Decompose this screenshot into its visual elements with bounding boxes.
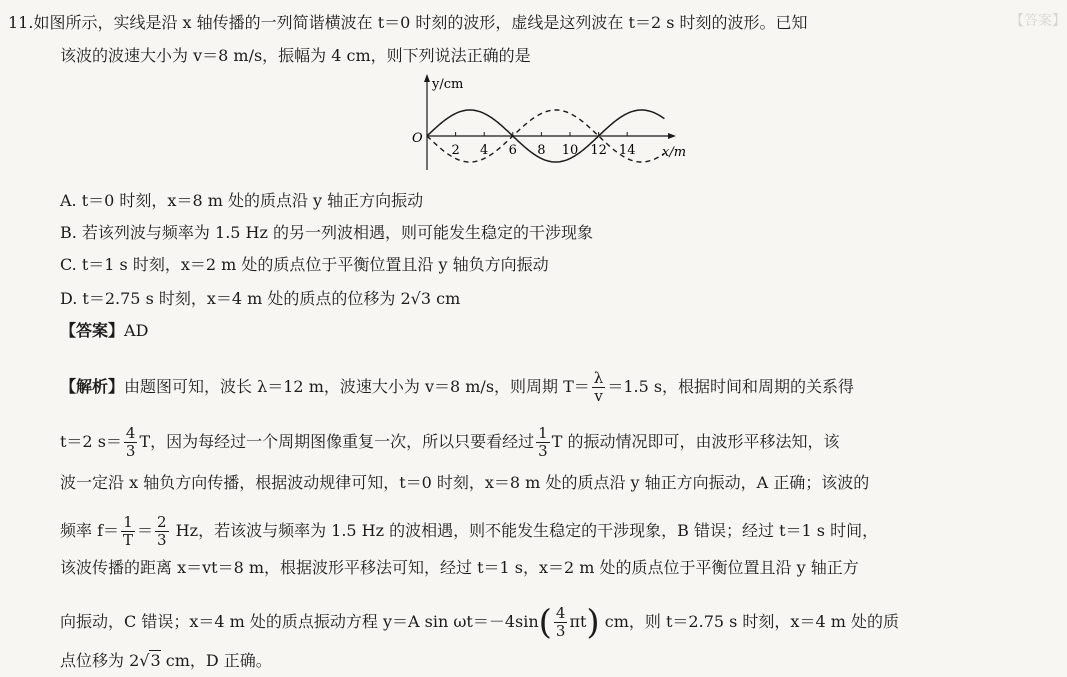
analysis-line-6 [60, 602, 899, 643]
fraction-numerator: 1 [538, 424, 548, 442]
y-axis-label: y/cm [432, 77, 464, 92]
bleed-through-text: 【答案】 [1010, 13, 1066, 29]
analysis-line-1 [60, 370, 854, 405]
x-axis-label: x/m [662, 145, 687, 160]
analysis-text: ＝ [137, 521, 154, 540]
x-tick-label: 8 [537, 143, 546, 158]
origin-label: O [412, 131, 423, 146]
analysis-text: πt [569, 612, 587, 631]
analysis-line-4 [60, 514, 878, 549]
fraction-denominator: v [594, 387, 603, 405]
fraction-numerator: 1 [123, 513, 133, 531]
sqrt-radicand: 3 [150, 651, 161, 670]
x-tick-label: 6 [508, 143, 517, 158]
option-d [60, 288, 460, 310]
fraction-denominator: 3 [157, 531, 167, 549]
analysis-text: T 的振动情况即可，由波形平移法知，该 [551, 432, 840, 451]
question-stem-text: 如图所示，实线是沿 x 轴传播的一列简谐横波在 t＝0 时刻的波形，虚线是这列波在 t＝2 s 时刻的波形。已知 [33, 13, 808, 32]
fraction [592, 370, 606, 405]
option-d-text: D. t＝2.75 s 时刻，x＝4 m 处的质点的位移为 2√3 cm [60, 289, 461, 308]
analysis-text: cm，D 正确。 [160, 651, 272, 670]
fraction-denominator: T [123, 531, 134, 549]
analysis-text: 点位移为 2 [60, 651, 140, 670]
analysis-text: 向振动，C 错误；x＝4 m 处的质点振动方程 y＝A sin ωt＝－4sin [60, 612, 539, 631]
x-tick-label: 14 [618, 143, 636, 158]
analysis-text: ＝1.5 s，根据时间和周期的关系得 [607, 377, 855, 396]
right-paren: ) [586, 602, 600, 643]
fraction [536, 425, 550, 460]
question-number: 11. [8, 13, 34, 32]
fraction [121, 514, 135, 549]
option-a: A. t＝0 时刻，x＝8 m 处的质点沿 y 轴正方向振动 [60, 191, 424, 210]
option-c: C. t＝1 s 时刻，x＝2 m 处的质点位于平衡位置且沿 y 轴负方向振动 [60, 255, 549, 274]
analysis-text: Hz，若该波与频率为 1.5 Hz 的波相遇，则不能发生稳定的干涉现象，B 错误；经过 t＝1 s 时间， [170, 521, 879, 540]
analysis-text: 频率 f＝ [60, 521, 120, 540]
analysis-line-3: 波一定沿 x 轴负方向传播，根据波动规律可知，t＝0 时刻，x＝8 m 处的质点沿 y 轴正方向振动，A 正确；该波的 [60, 473, 870, 492]
fraction-numerator: 4 [555, 604, 566, 622]
analysis-text: t＝2 s＝ [60, 432, 122, 451]
left-paren: ( [538, 602, 552, 643]
x-tick-label: 12 [590, 143, 607, 158]
sqrt-sign: √ [139, 651, 150, 670]
question-stem-line-1 [8, 12, 808, 34]
question-stem-line-2: 该波的波速大小为 v＝8 m/s，振幅为 4 cm，则下列说法正确的是 [60, 46, 531, 65]
x-tick-label: 10 [561, 143, 579, 158]
fraction [155, 514, 169, 549]
analysis-text: cm，则 t＝2.75 s 时刻，x＝4 m 处的质 [599, 612, 899, 631]
fraction-denominator: 3 [125, 442, 136, 460]
fraction [554, 605, 568, 640]
fraction-denominator: 3 [538, 442, 548, 460]
x-tick-label: 2 [451, 143, 460, 158]
analysis-text: 由题图可知，波长 λ＝12 m，波速大小为 v＝8 m/s，则周期 T＝ [124, 377, 590, 396]
answer-line [60, 320, 148, 342]
answer-label: 【答案】 [60, 321, 125, 340]
analysis-line-2 [60, 425, 839, 460]
fraction-numerator: 2 [157, 513, 167, 531]
analysis-text: T，因为每经过一个周期图像重复一次，所以只要看经过 [139, 432, 535, 451]
fraction [124, 425, 138, 460]
fraction-numerator: λ [593, 369, 604, 387]
wave-figure [410, 72, 700, 180]
fraction-denominator: 3 [555, 622, 566, 640]
analysis-line-5: 该波传播的距离 x＝vt＝8 m，根据波形平移法可知，经过 t＝1 s，x＝2 m 处的质点位于平衡位置且沿 y 轴正方 [60, 558, 859, 577]
fraction-numerator: 4 [125, 424, 136, 442]
x-tick-label: 4 [480, 143, 489, 158]
option-b: B. 若该列波与频率为 1.5 Hz 的另一列波相遇，则可能发生稳定的干涉现象 [60, 223, 594, 242]
analysis-label: 【解析】 [60, 377, 125, 396]
answer-value: AD [124, 321, 149, 340]
analysis-line-7 [60, 650, 272, 672]
